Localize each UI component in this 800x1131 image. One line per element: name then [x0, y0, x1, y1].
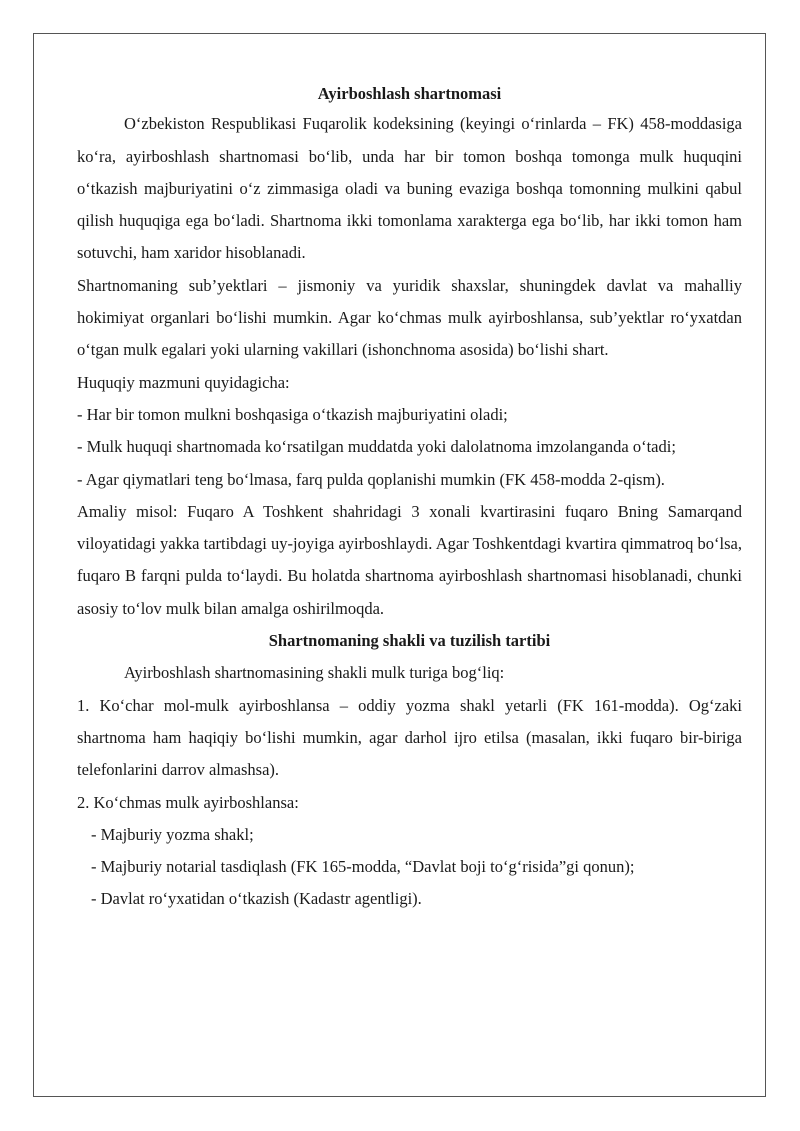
legal-item: - Agar qiymatlari teng bo‘lmasa, farq pulda qoplanishi mumkin (FK 458-modda 2-qism). [77, 469, 665, 489]
legal-content-heading: Huquqiy mazmuni quyidagicha: [77, 372, 290, 392]
document-body [77, 78, 742, 916]
sub-item: - Majburiy yozma shakl; [91, 824, 254, 844]
document-title: Ayirboshlash shartnomasi [317, 84, 502, 103]
section-title: Shartnomaning shakli va tuzilish tartibi [268, 631, 551, 651]
numbered-point: 1. Ko‘char mol-mulk ayirboshlansa – oddiy yozma shakl yetarli (FK 161-modda). Og‘zaki shartnoma ham haqiqiy bo‘lishi mumkin, agar darhol ijro etilsa (masalan, ikki fuqaro bir-biriga telefonlarini darrov almashsa). [77, 695, 742, 780]
sub-item: - Majburiy notarial tasdiqlash (FK 165-modda, “Davlat boji to‘g‘risida”gi qonun); [91, 857, 635, 877]
sub-item: - Davlat ro‘yxatidan o‘tkazish (Kadastr agentligi). [91, 889, 422, 909]
legal-item: - Har bir tomon mulkni boshqasiga o‘tkazish majburiyatini oladi; [77, 404, 508, 424]
section-intro: Ayirboshlash shartnomasining shakli mulk turiga bog‘liq: [124, 663, 505, 683]
intro-paragraph: O‘zbekiston Respublikasi Fuqarolik kodeksining (keyingi o‘rinlarda – FK) 458-moddasiga ko‘ra, ayirboshlash shartnomasi bo‘lib, unda har bir tomon boshqa tomonga mulk huquqini o‘tkazish majburiyatini o‘z zimmasiga oladi va buning evaziga boshqa tomonning mulkini qabul qilish huquqiga ega bo‘ladi. Shartnoma ikki tomonlama xarakterga ega bo‘lib, har ikki tomon ham sotuvchi, ham xaridor hisoblanadi. [77, 114, 742, 263]
example-paragraph: Amaliy misol: Fuqaro A Toshkent shahridagi 3 xonali kvartirasini fuqaro Bning Samarqand viloyatidagi yakka tartibdagi uy-joyiga ayirboshlaydi. Agar Toshkentdagi kvartira qimmatroq bo‘lsa, fuqaro B farqni pulda to‘laydi. Bu holatda shartnoma ayirboshlash shartnomasi hisoblanadi, chunki asosiy to‘lov mulk bilan amalga oshirilmoqda. [77, 501, 742, 618]
subjects-paragraph: Shartnomaning sub’yektlari – jismoniy va yuridik shaxslar, shuningdek davlat va mahalliy hokimiyat organlari bo‘lishi mumkin. Agar ko‘chmas mulk ayirboshlansa, sub’yektlar ro‘yxatdan o‘tgan mulk egalari yoki ularning vakillari (ishonchnoma asosida) bo‘lishi shart. [77, 275, 742, 360]
numbered-point: 2. Ko‘chmas mulk ayirboshlansa: [77, 792, 299, 812]
legal-item: - Mulk huquqi shartnomada ko‘rsatilgan muddatda yoki dalolatnoma imzolanganda o‘tadi; [77, 437, 676, 457]
